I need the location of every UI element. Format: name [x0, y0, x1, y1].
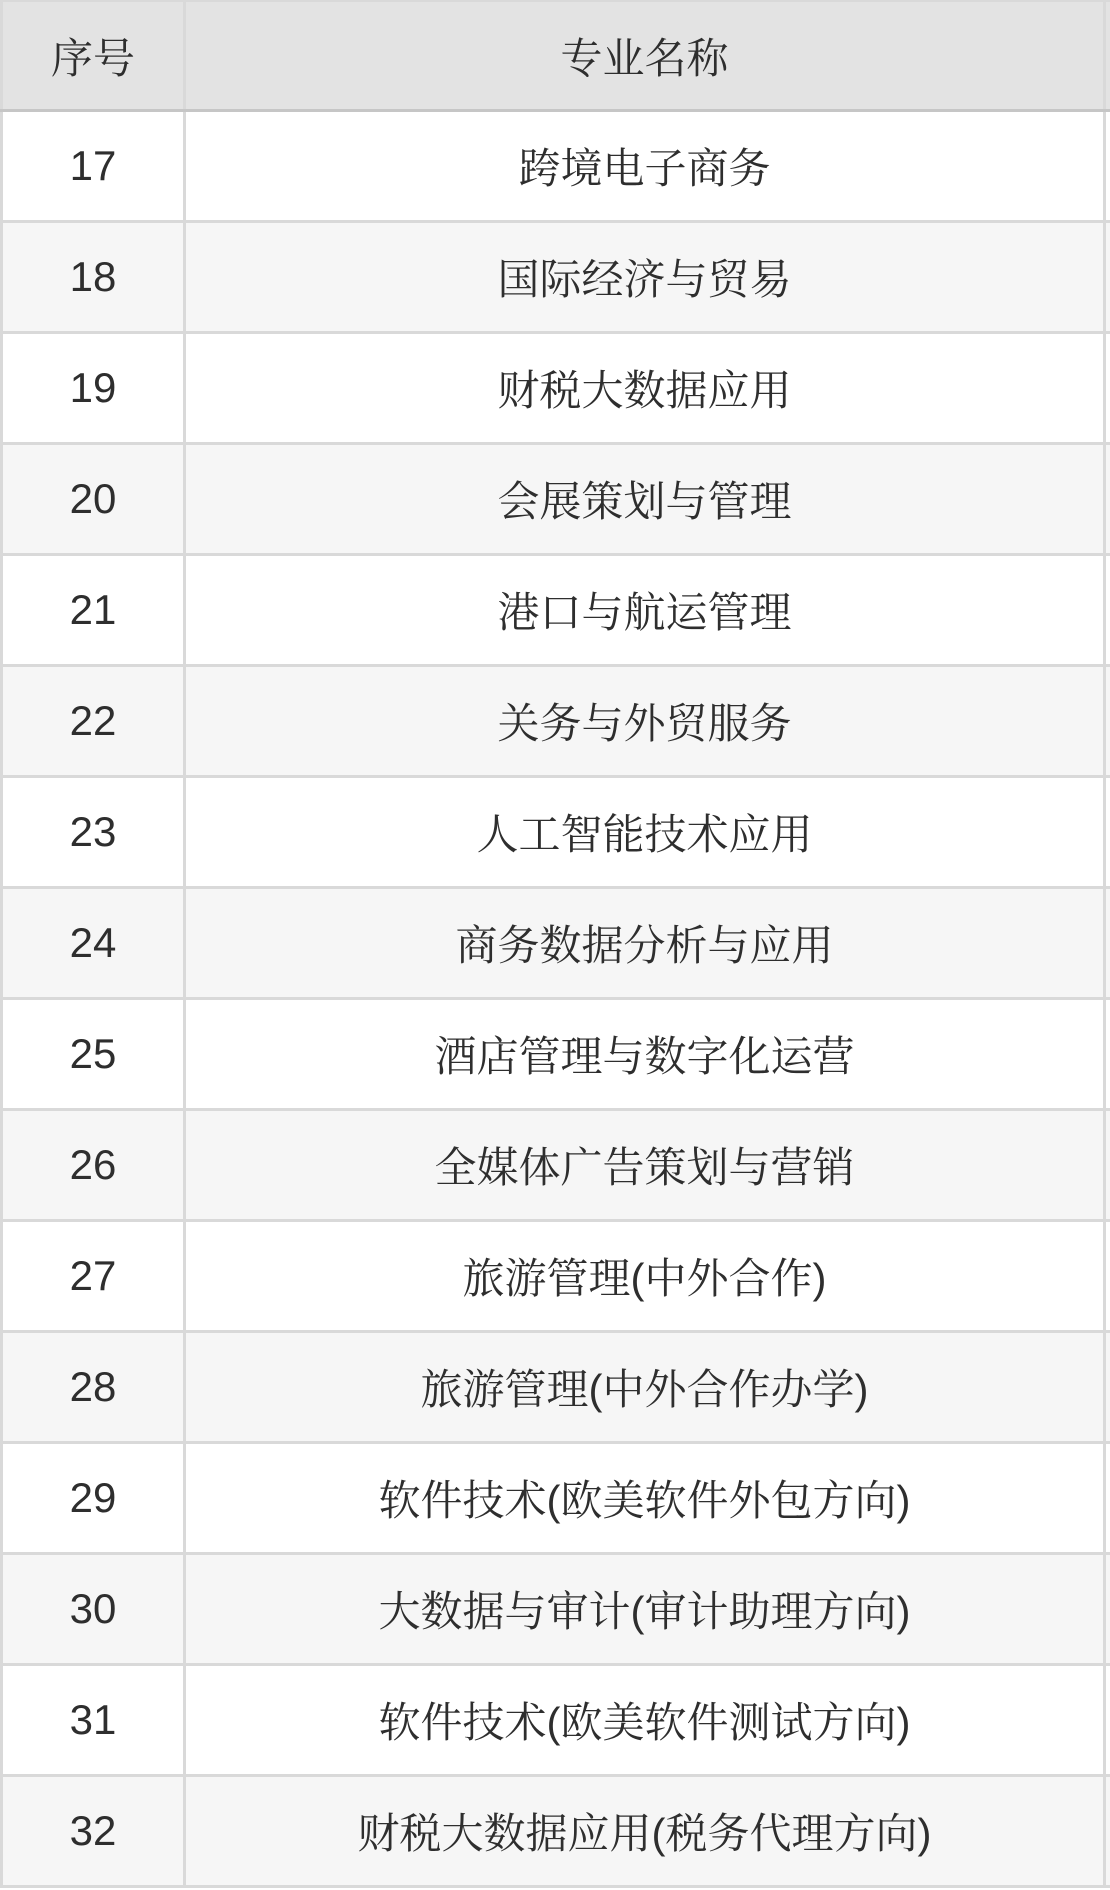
table-body — [2, 111, 1110, 1887]
row-index-cell: 23 — [2, 777, 185, 888]
table-row — [2, 666, 1110, 777]
major-name-cell: 关务与外贸服务 — [185, 666, 1105, 777]
major-name-cell: 商务数据分析与应用 — [185, 888, 1105, 999]
partial-column-cell — [1105, 1665, 1110, 1776]
partial-column-cell — [1105, 888, 1110, 999]
major-name-cell: 人工智能技术应用 — [185, 777, 1105, 888]
major-name-cell: 旅游管理(中外合作) — [185, 1221, 1105, 1332]
table-header — [2, 1, 1110, 111]
major-name-cell: 旅游管理(中外合作办学) — [185, 1332, 1105, 1443]
row-index-cell: 26 — [2, 1110, 185, 1221]
partial-column-cell — [1105, 999, 1110, 1110]
major-name-cell: 全媒体广告策划与营销 — [185, 1110, 1105, 1221]
row-index-cell: 18 — [2, 222, 185, 333]
header-cell-index: 序号 — [2, 1, 185, 111]
row-index-cell: 25 — [2, 999, 185, 1110]
partial-column-cell — [1105, 1332, 1110, 1443]
table-row — [2, 1776, 1110, 1887]
table-row — [2, 1332, 1110, 1443]
header-cell-major-name: 专业名称 — [185, 1, 1105, 111]
table-row — [2, 333, 1110, 444]
table-row — [2, 1110, 1110, 1221]
table-row — [2, 555, 1110, 666]
major-name-cell: 港口与航运管理 — [185, 555, 1105, 666]
partial-column-cell — [1105, 1443, 1110, 1554]
major-name-cell: 国际经济与贸易 — [185, 222, 1105, 333]
partial-column-cell — [1105, 777, 1110, 888]
row-index-cell: 17 — [2, 111, 185, 222]
partial-column-cell — [1105, 666, 1110, 777]
partial-column-cell — [1105, 1110, 1110, 1221]
table-row — [2, 777, 1110, 888]
partial-column-cell — [1105, 1776, 1110, 1887]
row-index-cell: 29 — [2, 1443, 185, 1554]
major-name-cell: 软件技术(欧美软件测试方向) — [185, 1665, 1105, 1776]
partial-column-cell — [1105, 111, 1110, 222]
row-index-cell: 21 — [2, 555, 185, 666]
partial-column-cell — [1105, 555, 1110, 666]
major-name-cell: 财税大数据应用 — [185, 333, 1105, 444]
table-row — [2, 222, 1110, 333]
header-cell-partial-column — [1105, 1, 1110, 111]
table-row — [2, 444, 1110, 555]
partial-column-cell — [1105, 444, 1110, 555]
major-name-cell: 跨境电子商务 — [185, 111, 1105, 222]
table-header-row — [2, 1, 1110, 111]
partial-column-cell — [1105, 1554, 1110, 1665]
major-name-cell: 软件技术(欧美软件外包方向) — [185, 1443, 1105, 1554]
table-row — [2, 111, 1110, 222]
major-name-cell: 财税大数据应用(税务代理方向) — [185, 1776, 1105, 1887]
row-index-cell: 27 — [2, 1221, 185, 1332]
partial-column-cell — [1105, 1221, 1110, 1332]
row-index-cell: 30 — [2, 1554, 185, 1665]
row-index-cell: 28 — [2, 1332, 185, 1443]
table-row — [2, 1665, 1110, 1776]
row-index-cell: 32 — [2, 1776, 185, 1887]
row-index-cell: 24 — [2, 888, 185, 999]
row-index-cell: 22 — [2, 666, 185, 777]
table-row — [2, 888, 1110, 999]
partial-column-cell — [1105, 333, 1110, 444]
major-name-cell: 酒店管理与数字化运营 — [185, 999, 1105, 1110]
row-index-cell: 31 — [2, 1665, 185, 1776]
table-row — [2, 999, 1110, 1110]
row-index-cell: 19 — [2, 333, 185, 444]
table-row — [2, 1221, 1110, 1332]
table-row — [2, 1554, 1110, 1665]
partial-column-cell — [1105, 222, 1110, 333]
major-name-cell: 大数据与审计(审计助理方向) — [185, 1554, 1105, 1665]
table-row — [2, 1443, 1110, 1554]
major-name-cell: 会展策划与管理 — [185, 444, 1105, 555]
row-index-cell: 20 — [2, 444, 185, 555]
